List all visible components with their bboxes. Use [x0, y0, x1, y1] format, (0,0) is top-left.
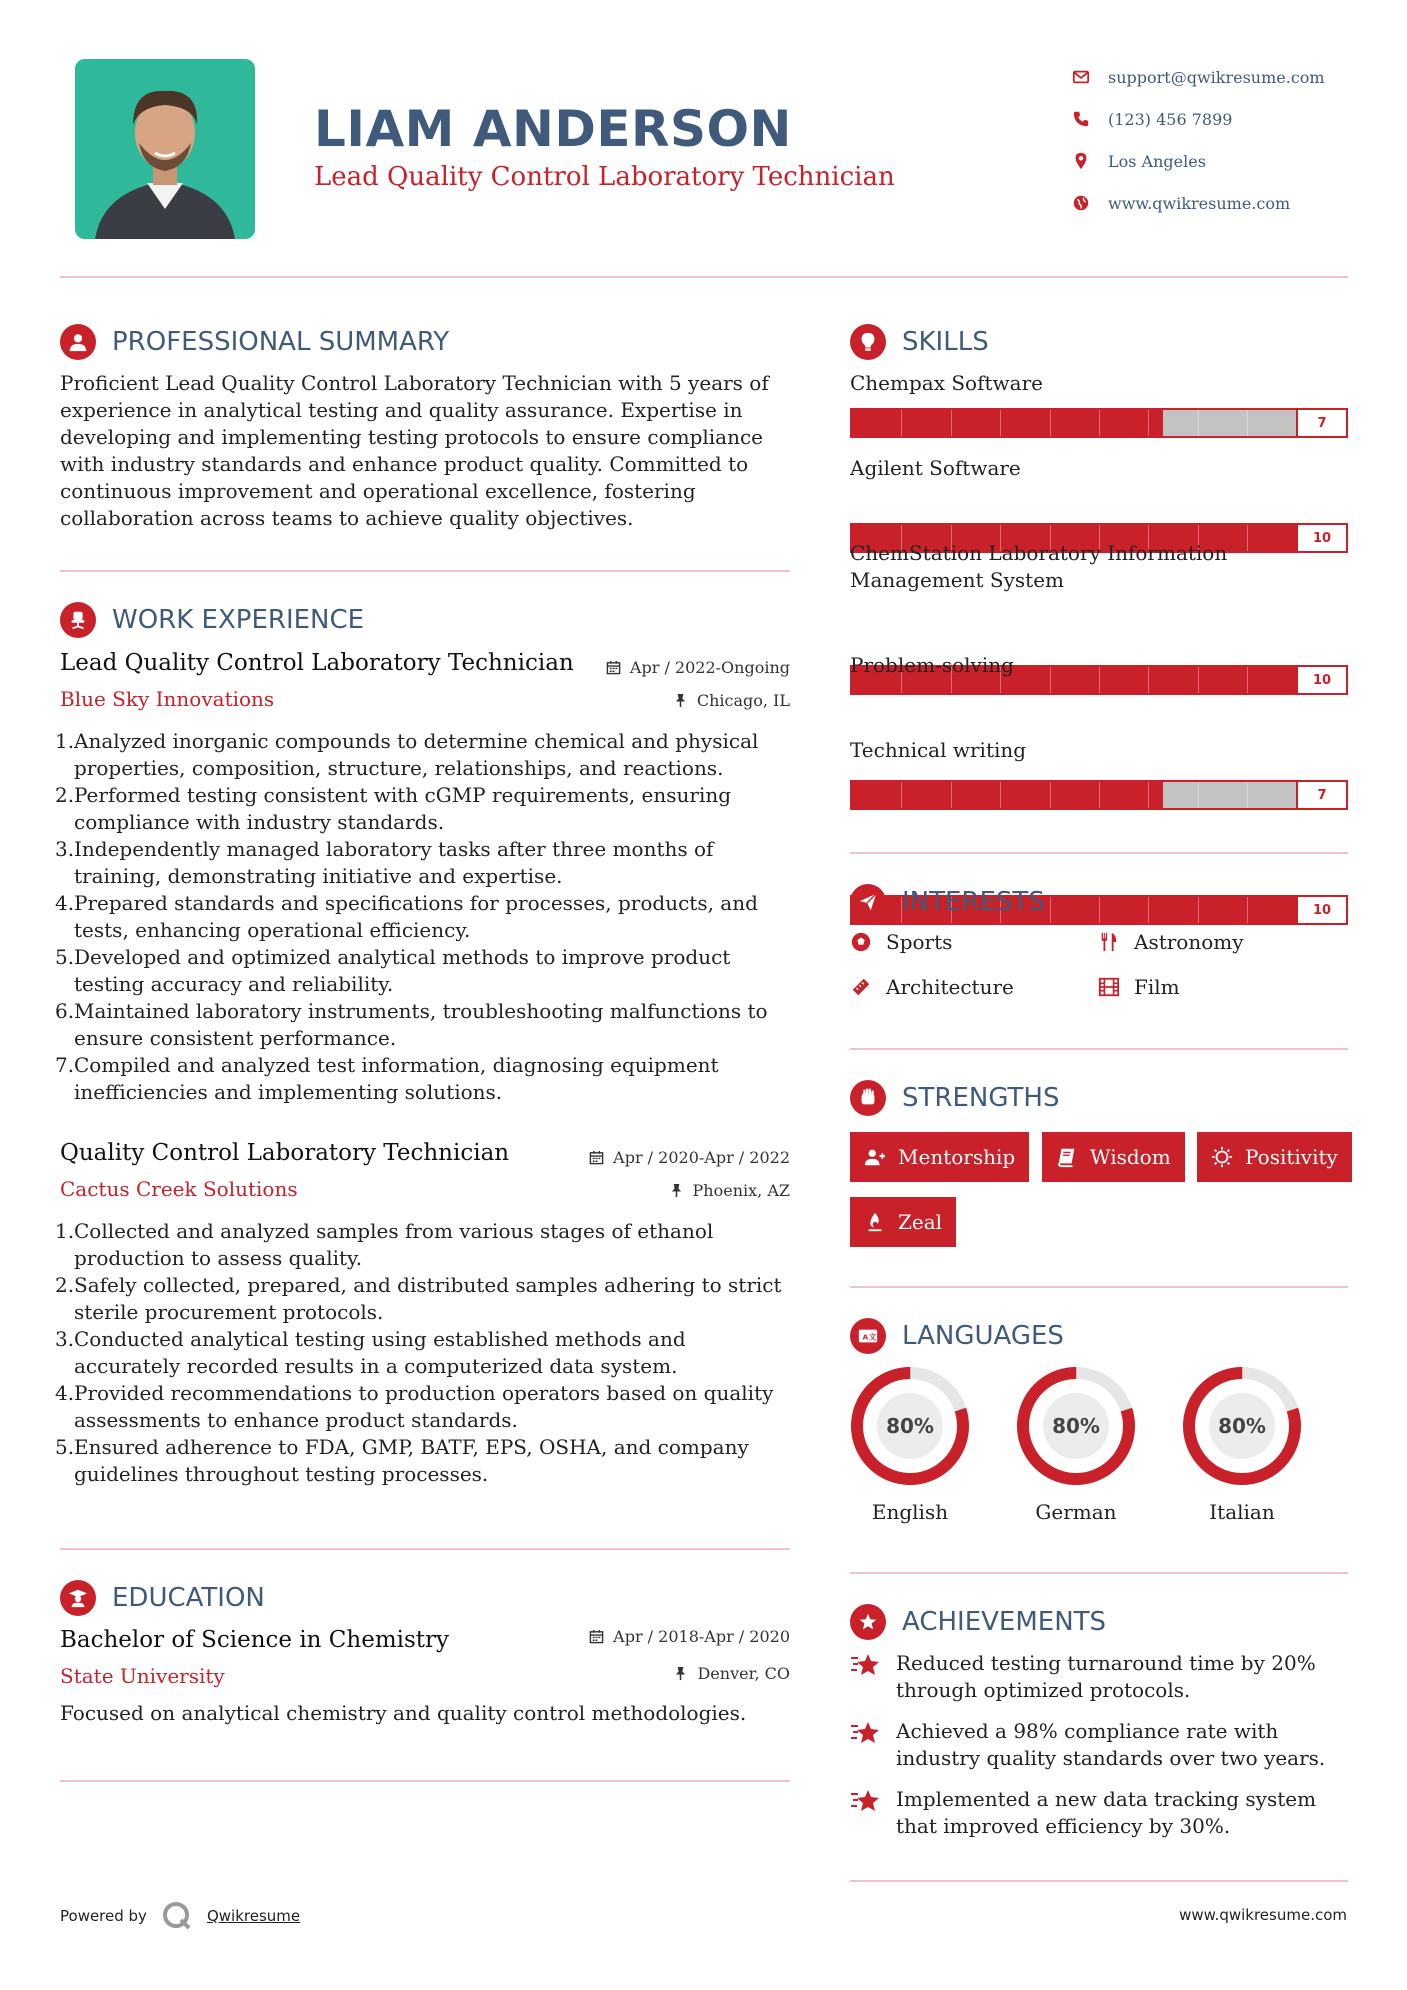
user-icon — [67, 331, 89, 353]
skill-name: Problem-solving — [850, 653, 1014, 677]
avatar — [75, 59, 255, 239]
skill-bar-segment — [951, 410, 952, 436]
brand-link[interactable]: Qwikresume — [206, 1907, 301, 1925]
interest-item: Film — [1098, 975, 1180, 999]
list-item: 6. Maintained laboratory instruments, troubleshooting malfunctions to ensure consistent performance. — [55, 999, 768, 1050]
summary-title: PROFESSIONAL SUMMARY — [112, 327, 450, 357]
contact-location-text: Los Angeles — [1108, 151, 1206, 171]
languages-heading — [850, 1318, 1064, 1354]
candidate-name: LIAM ANDERSON — [314, 100, 792, 158]
summary-text: Proficient Lead Quality Control Laboratory Technician with 5 years of experience in analytical testing and quality assurance. Expertise in developing and implementing testing protocols to ensure compliance with industry standards and enhance product quality. Committed to continuous improvement and operational excellence, fostering collaboration across teams to achieve quality objectives. — [60, 371, 769, 530]
book-icon — [1056, 1146, 1078, 1168]
job-bullets — [55, 728, 795, 1106]
job-dates: Apr / 2020-Apr / 2022 — [589, 1148, 790, 1167]
skill-bar-segment — [1099, 410, 1100, 436]
pushpin-icon — [673, 1666, 688, 1681]
skill-bar-segment — [1000, 410, 1001, 436]
education-location: Denver, CO — [673, 1664, 790, 1683]
section-divider — [850, 852, 1348, 854]
skill-bar-segment — [1148, 897, 1149, 923]
language-item — [1180, 1364, 1304, 1524]
summary-heading — [60, 324, 449, 360]
skill-level: 10 — [1296, 667, 1346, 693]
language-ring — [1180, 1364, 1304, 1488]
job-location: Chicago, IL — [673, 691, 790, 710]
skill-bar-fill — [852, 782, 1163, 808]
film-icon — [1098, 976, 1120, 998]
skill-level: 7 — [1296, 410, 1346, 436]
section-divider — [850, 1572, 1348, 1574]
footer-website[interactable]: www.qwikresume.com — [1179, 1906, 1347, 1924]
candidate-title: Lead Quality Control Laboratory Technician — [314, 162, 895, 192]
graduate-icon — [67, 1587, 89, 1609]
paper-plane-icon — [857, 891, 879, 913]
calendar-icon — [589, 1629, 604, 1644]
language-name: Italian — [1209, 1500, 1275, 1524]
skill-level: 10 — [1296, 897, 1346, 923]
footer-powered-by — [60, 1900, 300, 1932]
strengths-title: STRENGTHS — [902, 1083, 1060, 1113]
skill-level: 10 — [1296, 525, 1346, 551]
language-percent: 80% — [886, 1414, 934, 1438]
language-icon — [857, 1325, 879, 1347]
section-divider — [60, 1548, 790, 1550]
job-bullets — [55, 1218, 795, 1488]
skill-name: ChemStation Laboratory Information Management System — [850, 541, 1228, 592]
fist-icon — [857, 1087, 879, 1109]
envelope-icon — [1072, 68, 1090, 86]
skill-bar-segment — [901, 410, 902, 436]
list-item: 1. Collected and analyzed samples from various stages of ethanol production to assess quality. — [55, 1219, 714, 1270]
section-divider — [850, 1880, 1348, 1882]
education-description: Focused on analytical chemistry and quality control methodologies. — [60, 1701, 747, 1725]
achievement-item: Implemented a new data tracking system that improved efficiency by 30%. — [850, 1786, 1350, 1840]
experience-title: WORK EXPERIENCE — [112, 605, 365, 635]
language-name: German — [1035, 1500, 1117, 1524]
skill-bar-segment — [1198, 410, 1199, 436]
contact-website[interactable] — [1072, 182, 1372, 224]
strength-chip: Zeal — [850, 1197, 956, 1247]
skill-bar-segment — [1148, 782, 1149, 808]
star-badge-icon — [857, 1611, 879, 1633]
skill-bar-segment — [1247, 782, 1248, 808]
soccer-ball-icon — [850, 931, 872, 953]
map-pin-icon — [1072, 152, 1090, 170]
languages-title: LANGUAGES — [902, 1321, 1064, 1351]
user-plus-icon — [864, 1146, 886, 1168]
skill-bar-segment — [1099, 897, 1100, 923]
contact-email-text: support@qwikresume.com — [1108, 67, 1325, 87]
language-percent: 80% — [1218, 1414, 1266, 1438]
interests-title: INTERESTS — [902, 887, 1045, 917]
shooting-star-icon — [850, 1718, 884, 1748]
language-ring — [1014, 1364, 1138, 1488]
school-name: State University — [60, 1664, 225, 1688]
skill-bar-segment — [1000, 782, 1001, 808]
shooting-star-icon — [850, 1650, 884, 1680]
skill-bar-segment — [1247, 897, 1248, 923]
lightbulb-icon — [857, 331, 879, 353]
degree-title: Bachelor of Science in Chemistry — [60, 1627, 450, 1653]
skill-bar-segment — [1050, 897, 1051, 923]
strength-chip: Wisdom — [1042, 1132, 1185, 1182]
contact-website-text: www.qwikresume.com — [1108, 193, 1291, 213]
utensils-icon — [1098, 931, 1120, 953]
fire-icon — [864, 1211, 886, 1233]
profile-photo — [75, 59, 255, 239]
header-divider — [60, 276, 1348, 278]
list-item: 3. Independently managed laboratory tasks after three months of training, demonstrating initiative and expertise. — [55, 837, 714, 888]
strength-chip: Positivity — [1197, 1132, 1352, 1182]
shooting-star-icon — [850, 1786, 884, 1816]
achievements-title: ACHIEVEMENTS — [902, 1607, 1107, 1637]
list-item: 2. Safely collected, prepared, and distributed samples adhering to strict sterile procurement protocols. — [55, 1273, 782, 1324]
pushpin-icon — [673, 693, 688, 708]
job-title: Quality Control Laboratory Technician — [60, 1140, 510, 1166]
achievement-item: Reduced testing turnaround time by 20% through optimized protocols. — [850, 1650, 1350, 1704]
education-heading — [60, 1580, 265, 1616]
education-title: EDUCATION — [112, 1583, 265, 1613]
section-divider — [850, 1286, 1348, 1288]
section-divider — [850, 1048, 1348, 1050]
skill-bar-segment — [1050, 410, 1051, 436]
education-dates: Apr / 2018-Apr / 2020 — [589, 1627, 790, 1646]
skill-bar — [850, 780, 1348, 810]
company-name: Cactus Creek Solutions — [60, 1177, 298, 1201]
skills-heading — [850, 324, 989, 360]
phone-icon — [1072, 110, 1090, 128]
svg-text:文: 文 — [868, 1332, 877, 1342]
skill-bar-segment — [1148, 410, 1149, 436]
strengths-heading — [850, 1080, 1060, 1116]
pushpin-icon — [669, 1183, 684, 1198]
ruler-pencil-icon — [850, 976, 872, 998]
interest-item: Astronomy — [1098, 930, 1244, 954]
list-item: 5. Ensured adherence to FDA, GMP, BATF, EPS, OSHA, and company guidelines throughout testing processes. — [55, 1435, 749, 1486]
skill-name: Agilent Software — [850, 456, 1021, 480]
contact-location — [1072, 140, 1372, 182]
skill-bar-segment — [1099, 782, 1100, 808]
office-chair-icon — [67, 609, 89, 631]
achievement-item: Achieved a 98% compliance rate with industry quality standards over two years. — [850, 1718, 1350, 1772]
section-divider — [60, 1780, 790, 1782]
contact-email[interactable] — [1072, 56, 1372, 98]
powered-by-label: Powered by — [60, 1907, 147, 1925]
achievements-heading — [850, 1604, 1106, 1640]
svg-text:A: A — [862, 1332, 869, 1342]
interest-item: Architecture — [850, 975, 1014, 999]
job-title: Lead Quality Control Laboratory Technician — [60, 650, 574, 676]
list-item: 1. Analyzed inorganic compounds to determine chemical and physical properties, composition, structure, relationships, and reactions. — [55, 729, 759, 780]
contact-list — [1072, 56, 1372, 224]
job-location: Phoenix, AZ — [669, 1181, 790, 1200]
skill-bar-segment — [1198, 897, 1199, 923]
skill-bar-segment — [951, 782, 952, 808]
calendar-icon — [606, 660, 621, 675]
experience-heading — [60, 602, 364, 638]
language-ring — [848, 1364, 972, 1488]
skill-name: Technical writing — [850, 738, 1027, 762]
qwikresume-logo-icon — [161, 1900, 193, 1932]
skill-bar-segment — [1050, 782, 1051, 808]
language-percent: 80% — [1052, 1414, 1100, 1438]
strength-chip: Mentorship — [850, 1132, 1029, 1182]
skills-title: SKILLS — [902, 327, 989, 357]
skill-bar-fill — [852, 410, 1163, 436]
language-item — [1014, 1364, 1138, 1524]
interest-item: Sports — [850, 930, 952, 954]
sun-icon — [1211, 1146, 1233, 1168]
skill-bar — [850, 408, 1348, 438]
skill-bar-segment — [901, 782, 902, 808]
contact-phone[interactable] — [1072, 98, 1372, 140]
language-item — [848, 1364, 972, 1524]
globe-icon — [1072, 194, 1090, 212]
list-item: 3. Conducted analytical testing using established methods and accurately recorded results in a computerized data system. — [55, 1327, 686, 1378]
list-item: 4. Prepared standards and specifications for processes, products, and tests, enhancing operational efficiency. — [55, 891, 758, 942]
skill-name: Chempax Software — [850, 371, 1043, 395]
list-item: 7. Compiled and analyzed test information, diagnosing equipment inefficiencies and implementing solutions. — [55, 1053, 719, 1104]
skill-level: 7 — [1296, 782, 1346, 808]
list-item: 4. Provided recommendations to production operators based on quality assessments to enhance product standards. — [55, 1381, 774, 1432]
company-name: Blue Sky Innovations — [60, 687, 275, 711]
skill-bar-segment — [1198, 782, 1199, 808]
job-dates: Apr / 2022-Ongoing — [606, 658, 790, 677]
calendar-icon — [589, 1150, 604, 1165]
list-item: 5. Developed and optimized analytical methods to improve product testing accuracy and reliability. — [55, 945, 731, 996]
contact-phone-text: (123) 456 7899 — [1108, 109, 1233, 129]
section-divider — [60, 570, 790, 572]
interests-heading — [850, 884, 1045, 920]
skill-bar-segment — [1247, 410, 1248, 436]
language-name: English — [871, 1500, 949, 1524]
list-item: 2. Performed testing consistent with cGMP requirements, ensuring compliance with industry standards. — [55, 783, 732, 834]
